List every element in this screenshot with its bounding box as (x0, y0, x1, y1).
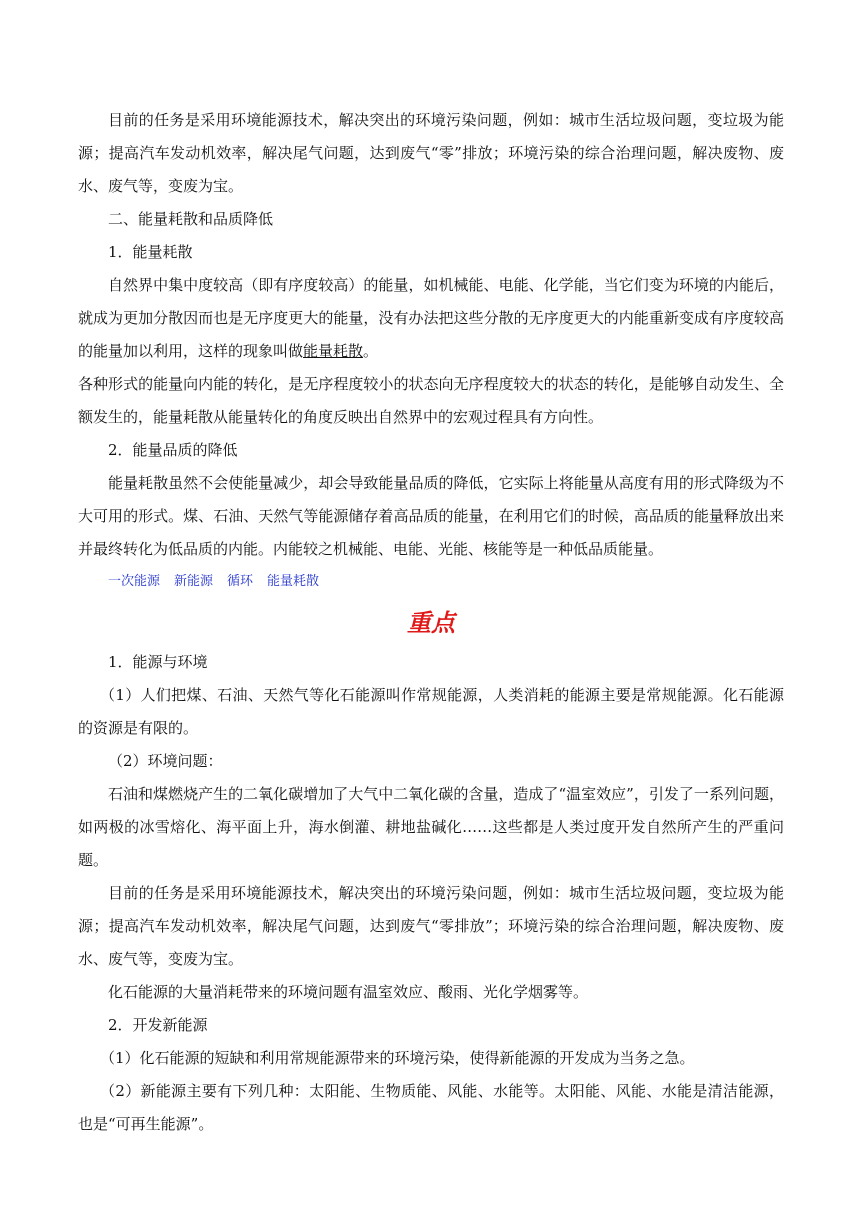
section-title-dissipation: 二、能量耗散和品质降低 (108, 210, 274, 228)
paragraph-shortage: （1）化石能源的短缺和利用常规能源带来的环境污染，使得新能源的开发成为当务之急。 (100, 1049, 695, 1067)
paragraph-text: 自然界中集中度较高（即有序度较高）的能量，如机械能、电能、化学能，当它们变为环境的内能后，就成为更加分散因而也是无序度更大的能量，没有办法把这些分散的无序度更大的内能重新变成有序度较高的能量加以利用，这样的现象叫做 (78, 276, 784, 360)
paragraph-conventional-energy: （1）人们把煤、石油、天然气等化石能源叫作常规能源，人类消耗的能源主要是常规能源。化石能源的资源是有限的。 (78, 686, 784, 737)
key-points-heading: 重点 (407, 608, 455, 637)
paragraph-tasks: 目前的任务是采用环境能源技术，解决突出的环境污染问题，例如：城市生活垃圾问题，变垃圾为能源；提高汽车发动机效率，解决尾气问题，达到废气“零”排放；环境污染的综合治理问题，解决废物、废水、废气等，变废为宝。 (78, 111, 784, 195)
paragraph-environment-problems: 化石能源的大量消耗带来的环境问题有温室效应、酸雨、光化学烟雾等。 (108, 983, 589, 1001)
keyword-list (78, 566, 784, 598)
subsection-title-quality: 2．能量品质的降低 (108, 441, 238, 459)
item-subtitle-environment: （2）环境问题： (108, 752, 223, 770)
keyword: 循环 (227, 574, 254, 589)
underlined-term: 能量耗散 (303, 342, 364, 360)
paragraph-new-energy-types: （2）新能源主要有下列几种：太阳能、生物质能、风能、水能等。太阳能、风能、水能是清洁能源，也是“可再生能源”。 (78, 1082, 784, 1133)
paragraph-direction: 各种形式的能量向内能的转化，是无序程度较小的状态向无序程度较大的状态的转化，是能够自动发生、全额发生的，能量耗散从能量转化的角度反映出自然界中的宏观过程具有方向性。 (78, 375, 784, 426)
item-title-energy-environment: 1．能源与环境 (108, 653, 208, 671)
keyword: 一次能源 (108, 574, 161, 589)
paragraph-tasks-repeat: 目前的任务是采用环境能源技术，解决突出的环境污染问题，例如：城市生活垃圾问题，变垃圾为能源；提高汽车发动机效率，解决尾气问题，达到废气“零排放”；环境污染的综合治理问题，解决废物、废水、废气等，变废为宝。 (78, 884, 784, 968)
subsection-title-energy-dissipation: 1．能量耗散 (108, 243, 193, 261)
keyword: 能量耗散 (267, 574, 320, 589)
keyword: 新能源 (174, 574, 214, 589)
item-title-new-energy: 2．开发新能源 (108, 1016, 208, 1034)
paragraph-dissipation-definition (78, 269, 784, 368)
paragraph-text-end: 。 (363, 342, 379, 360)
paragraph-greenhouse: 石油和煤燃烧产生的二氧化碳增加了大气中二氧化碳的含量，造成了“温室效应”，引发了一系列问题，如两极的冰雪熔化、海平面上升，海水倒灌、耕地盐碱化……这些都是人类过度开发自然所产生的严重问题。 (78, 785, 784, 869)
document-page (78, 104, 784, 1141)
paragraph-quality: 能量耗散虽然不会使能量减少，却会导致能量品质的降低，它实际上将能量从高度有用的形式降级为不大可用的形式。煤、石油、天然气等能源储存着高品质的能量，在利用它们的时候，高品质的能量释放出来并最终转化为低品质的内能。内能较之机械能、电能、光能、核能等是一种低品质能量。 (78, 474, 784, 558)
